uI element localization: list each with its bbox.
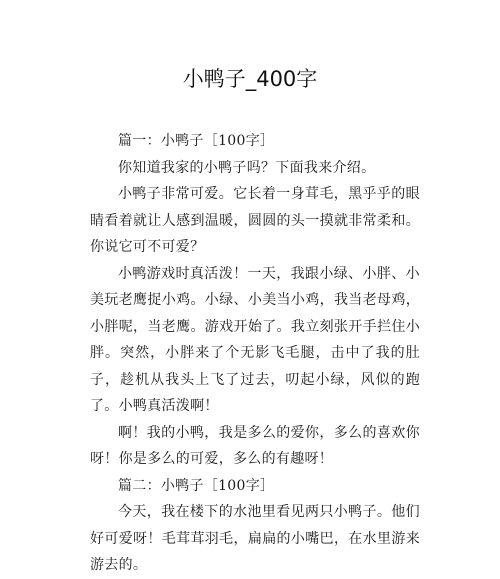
document-title: 小鸭子_400字 [182, 67, 318, 91]
paragraph-pond: 今天，我在楼下的水池里看见两只小鸭子。他们好可爱呀！毛茸茸羽毛，扁扁的小嘴巴，在水里游来游去的。 [90, 504, 420, 573]
paragraph-conclusion: 啊！我的小鸭，我是多么的爱你，多么的喜欢你呀！你是多么的可爱，多么的有趣呀！ [90, 424, 420, 467]
paragraph-intro: 你知道我家的小鸭子吗？下面我来介绍。 [118, 159, 376, 176]
section-heading-2: 篇二：小鸭子［100字］ [118, 477, 275, 494]
paragraph-appearance: 小鸭子非常可爱。它长着一身茸毛，黑乎乎的眼睛看着就让人感到温暖，圆圆的头一摸就非常柔和。你说它可不可爱？ [90, 186, 420, 255]
paragraph-game: 小鸭游戏时真活泼！一天，我跟小绿、小胖、小美玩老鹰捉小鸡。小绿、小美当小鸡，我当老母鸡，小胖呢，当老鹰。游戏开始了。我立刻张开手拦住小胖。突然，小胖来了个无影飞毛腿，击中了我的肚子，趁机从我头上飞了过去，叨起小绿，风似的跑了。小鸭真活泼啊！ [90, 265, 420, 414]
document-body [90, 128, 420, 579]
section-heading-1: 篇一：小鸭子［100字］ [118, 133, 275, 149]
